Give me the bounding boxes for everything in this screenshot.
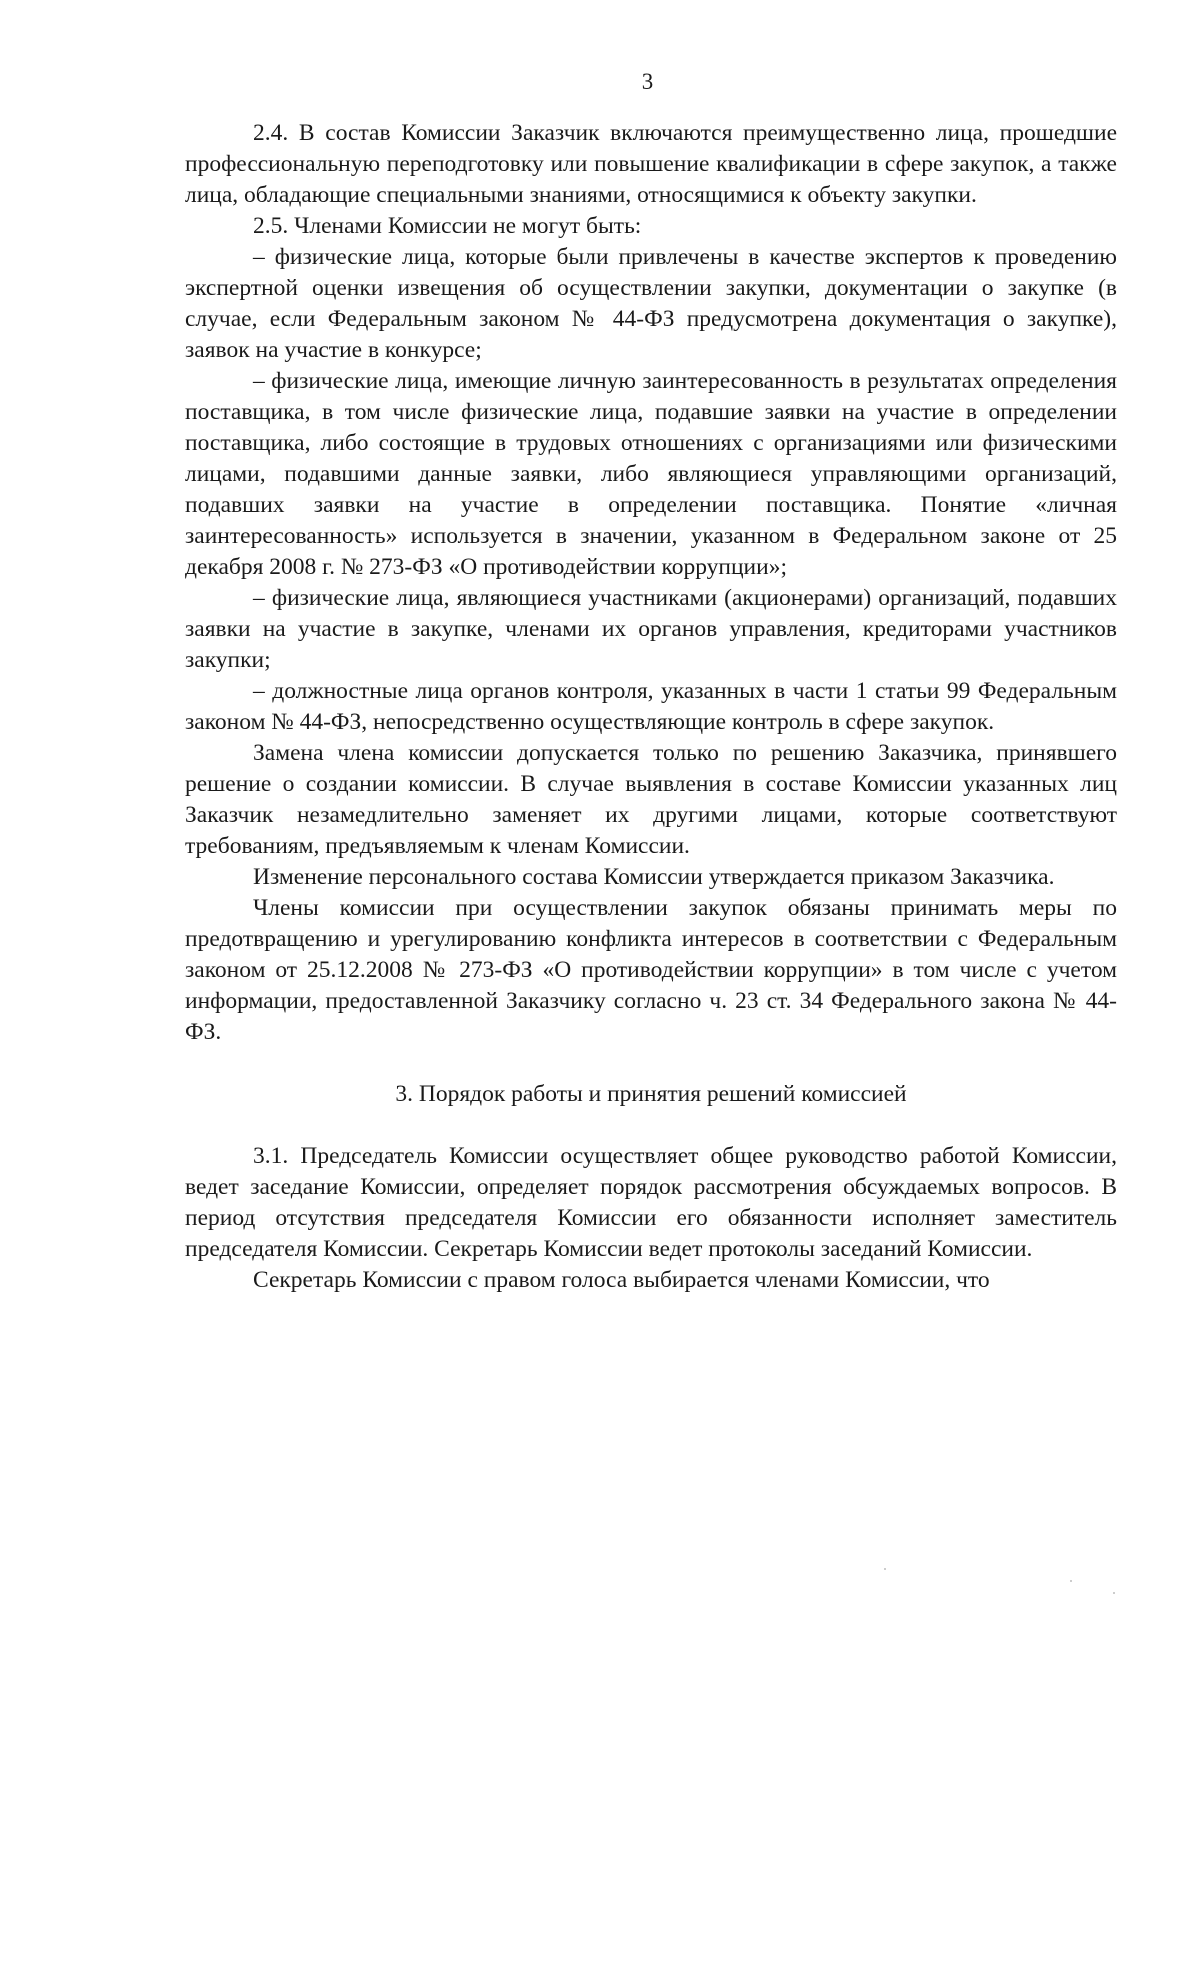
list-item-control-officials: – должностные лица органов контроля, указанных в части 1 статьи 99 Федеральным законом № 44-ФЗ, непосредственно осуществляющие контроль в сфере закупок. <box>185 678 1117 735</box>
paragraph-secretary: Секретарь Комиссии с правом голоса выбирается членами Комиссии, что <box>253 1267 990 1293</box>
scan-speck <box>1070 1580 1072 1582</box>
list-item-experts: – физические лица, которые были привлечены в качестве экспертов к проведению экспертной оценки извещения об осуществлении закупки, документации о закупке (в случае, если Федеральным законом № 44-ФЗ предусмотрена документация о закупке), заявок на участие в конкурсе; <box>185 244 1117 363</box>
paragraph-2-5: 2.5. Членами Комиссии не могут быть: <box>253 213 642 239</box>
paragraph-member-replacement: Замена члена комиссии допускается только по решению Заказчика, принявшего решение о создании комиссии. В случае выявления в составе Комиссии указанных лиц Заказчик незамедлительно заменяет их другими лицами, которые соответствуют требованиям, предъявляемым к членам Комиссии. <box>185 740 1117 859</box>
paragraph-3-1: 3.1. Председатель Комиссии осуществляет общее руководство работой Комиссии, ведет заседание Комиссии, определяет порядок рассмотрения обсуждаемых вопросов. В период отсутствия председателя Комиссии его обязанности исполняет заместитель председателя Комиссии. Секретарь Комиссии ведет протоколы заседаний Комиссии. <box>185 1143 1117 1262</box>
list-item-shareholders: – физические лица, являющиеся участниками (акционерами) организаций, подавших заявки на участие в закупке, членами их органов управления, кредиторами участников закупки; <box>185 585 1117 673</box>
paragraph-2-4: 2.4. В состав Комиссии Заказчик включаются преимущественно лица, прошедшие профессиональную переподготовку или повышение квалификации в сфере закупок, а также лица, обладающие специальными знаниями, относящимися к объекту закупки. <box>185 120 1117 208</box>
scan-speck <box>1113 1592 1115 1594</box>
scan-speck <box>884 1568 886 1570</box>
paragraph-conflict-of-interest: Члены комиссии при осуществлении закупок обязаны принимать меры по предотвращению и урегулированию конфликта интересов в соответствии с Федеральным законом от 25.12.2008 № 273-ФЗ «О противодействии коррупции» в том числе с учетом информации, предоставленной Заказчику согласно ч. 23 ст. 34 Федерального закона № 44-ФЗ. <box>185 895 1117 1045</box>
section-heading: 3. Порядок работы и принятия решений комиссией <box>395 1081 907 1107</box>
page-number: 3 <box>641 69 654 94</box>
paragraph-composition-change: Изменение персонального состава Комиссии утверждается приказом Заказчика. <box>253 864 1055 890</box>
list-item-personal-interest: – физические лица, имеющие личную заинтересованность в результатах определения поставщика, в том числе физические лица, подавшие заявки на участие в определении поставщика, либо состоящие в трудовых отношениях с организациями или физическими лицами, подавшими данные заявки, либо являющиеся управляющими организаций, подавших заявки на участие в определении поставщика. Понятие «личная заинтересованность» используется в значении, указанном в Федеральном законе от 25 декабря 2008 г. № 273-ФЗ «О противодействии коррупции»; <box>185 368 1117 580</box>
document-body <box>185 118 1117 1296</box>
